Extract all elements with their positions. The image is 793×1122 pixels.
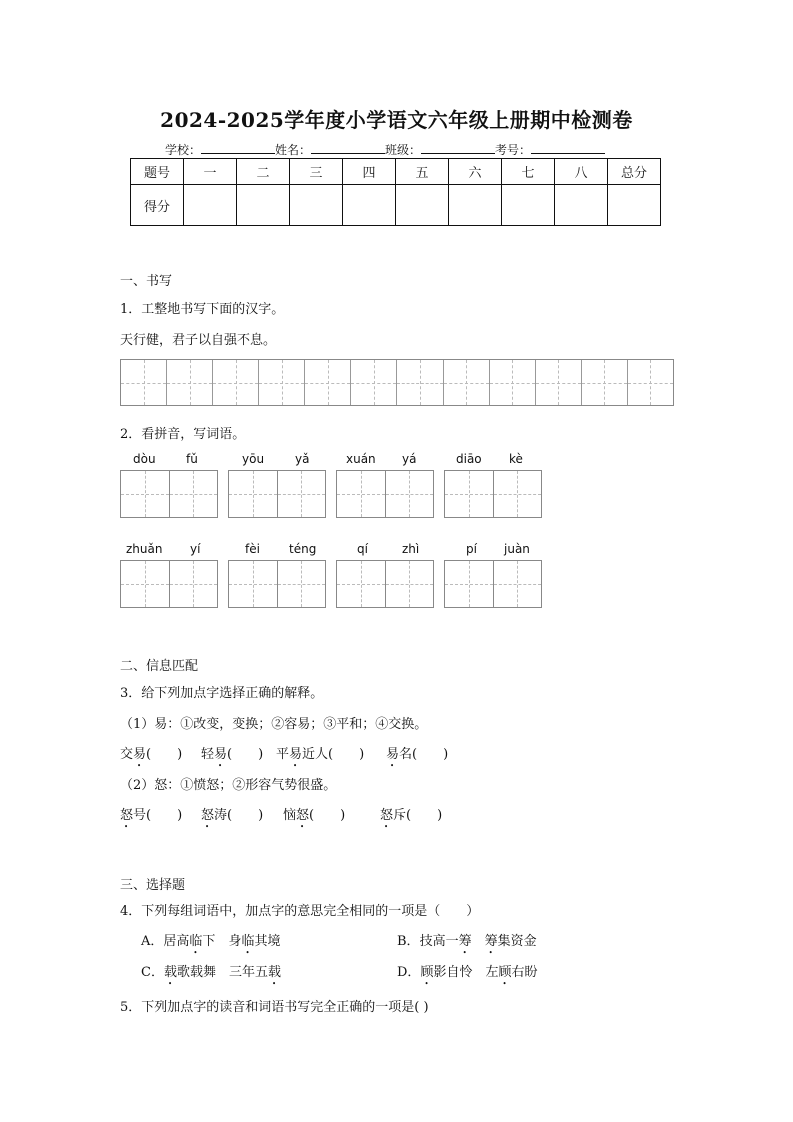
- question-1: 1．工整地书写下面的汉字。: [120, 302, 285, 317]
- score-header-cell: 五: [396, 159, 449, 185]
- school-blank[interactable]: [201, 142, 275, 154]
- writing-cell[interactable]: [582, 360, 628, 405]
- word-box[interactable]: [120, 470, 218, 518]
- word-box[interactable]: [336, 470, 434, 518]
- writing-cell[interactable]: [444, 360, 490, 405]
- score-table-score-row: [131, 185, 661, 226]
- question-1-text: 天行健，君子以自强不息。: [120, 333, 277, 348]
- word-box[interactable]: [444, 470, 542, 518]
- writing-cell[interactable]: [213, 360, 259, 405]
- pinyin-label: yǎ: [295, 452, 310, 466]
- dotted-char: 易: [214, 747, 228, 762]
- option-a[interactable]: A．居高临下 身临其境: [141, 934, 281, 949]
- writing-cell[interactable]: [121, 360, 167, 405]
- score-header-cell: 题号: [131, 159, 184, 185]
- word-box[interactable]: [228, 470, 326, 518]
- score-cell[interactable]: [555, 185, 608, 226]
- pinyin-label: juàn: [504, 542, 530, 556]
- score-header-cell: 七: [502, 159, 555, 185]
- question-4: 4．下列每组词语中，加点字的意思完全相同的一项是（ ）: [120, 904, 480, 919]
- word-box[interactable]: [120, 560, 218, 608]
- score-header-cell: 六: [449, 159, 502, 185]
- score-cell[interactable]: [396, 185, 449, 226]
- pinyin-label: dòu: [133, 452, 156, 466]
- writing-cell[interactable]: [351, 360, 397, 405]
- page-title: 2024-2025学年度小学语文六年级上册期中检测卷: [160, 108, 633, 132]
- dotted-char: 怒: [380, 808, 394, 823]
- match-item[interactable]: 轻易( ): [201, 747, 264, 762]
- school-label: 学校：: [165, 143, 202, 157]
- score-header-cell: 总分: [608, 159, 661, 185]
- score-table-header-row: [131, 159, 661, 185]
- pinyin-label: qí: [357, 542, 368, 556]
- pinyin-label: kè: [509, 452, 523, 466]
- score-header-cell: 四: [343, 159, 396, 185]
- pinyin-label: diāo: [456, 452, 482, 466]
- pinyin-label: fǔ: [186, 452, 198, 466]
- pinyin-label: pí: [466, 542, 477, 556]
- writing-cell[interactable]: [397, 360, 443, 405]
- section-heading-matching: 二、信息匹配: [120, 659, 199, 674]
- pinyin-label: yí: [190, 542, 201, 556]
- option-c[interactable]: C．载歌载舞 三年五载: [141, 965, 282, 980]
- match-item[interactable]: 怒号( ): [120, 808, 183, 823]
- dotted-char: 易: [386, 747, 400, 762]
- score-cell[interactable]: [449, 185, 502, 226]
- pinyin-label: fèi: [245, 542, 260, 556]
- score-header-cell: 一: [184, 159, 237, 185]
- score-cell[interactable]: [184, 185, 237, 226]
- pinyin-label: téng: [289, 542, 317, 556]
- exam-number-blank[interactable]: [531, 142, 605, 154]
- word-box[interactable]: [444, 560, 542, 608]
- writing-cell[interactable]: [490, 360, 536, 405]
- dotted-char: 怒: [296, 808, 310, 823]
- option-d[interactable]: D．顾影自怜 左顾右盼: [397, 965, 538, 980]
- dotted-char: 怒: [120, 808, 134, 823]
- pinyin-label: xuán: [346, 452, 376, 466]
- score-cell[interactable]: [290, 185, 343, 226]
- pinyin-label: yá: [402, 452, 417, 466]
- score-cell[interactable]: [608, 185, 661, 226]
- score-header-cell: 八: [555, 159, 608, 185]
- name-label: 姓名：: [275, 143, 312, 157]
- section-heading-choice: 三、选择题: [120, 878, 186, 893]
- student-info-line: [165, 141, 605, 158]
- score-header-cell: 二: [237, 159, 290, 185]
- writing-cell[interactable]: [167, 360, 213, 405]
- question-3: 3．给下列加点字选择正确的解释。: [120, 686, 324, 701]
- question-2: 2．看拼音，写词语。: [120, 427, 246, 442]
- dotted-char: 易: [133, 747, 147, 762]
- pinyin-label: zhì: [402, 542, 420, 556]
- match-item[interactable]: 怒斥( ): [380, 808, 443, 823]
- match-item[interactable]: 恼怒( ): [283, 808, 346, 823]
- match-item[interactable]: 易名( ): [386, 747, 449, 762]
- class-label: 班级：: [385, 143, 422, 157]
- writing-grid[interactable]: [120, 359, 674, 406]
- class-blank[interactable]: [421, 142, 495, 154]
- match-item[interactable]: 怒涛( ): [201, 808, 264, 823]
- writing-cell[interactable]: [536, 360, 582, 405]
- dotted-char: 易: [289, 747, 303, 762]
- word-box[interactable]: [228, 560, 326, 608]
- option-b[interactable]: B．技高一筹 筹集资金: [397, 934, 537, 949]
- pinyin-label: yōu: [242, 452, 265, 466]
- section-heading-writing: 一、书写: [120, 274, 173, 289]
- exam-number-label: 考号：: [495, 143, 532, 157]
- score-header-cell: 三: [290, 159, 343, 185]
- question-3-part-2: （2）怒：①愤怒；②形容气势很盛。: [120, 778, 337, 793]
- score-row-label: 得分: [131, 185, 184, 226]
- score-table: [130, 158, 661, 226]
- writing-cell[interactable]: [628, 360, 673, 405]
- pinyin-label: zhuǎn: [126, 542, 163, 556]
- writing-cell[interactable]: [259, 360, 305, 405]
- name-blank[interactable]: [311, 142, 385, 154]
- word-box[interactable]: [336, 560, 434, 608]
- score-cell[interactable]: [237, 185, 290, 226]
- question-5: 5．下列加点字的读音和词语书写完全正确的一项是( ): [120, 1000, 429, 1015]
- score-cell[interactable]: [502, 185, 555, 226]
- match-item[interactable]: 平易近人( ): [276, 747, 365, 762]
- dotted-char: 怒: [201, 808, 215, 823]
- score-cell[interactable]: [343, 185, 396, 226]
- match-item[interactable]: 交易( ): [120, 747, 183, 762]
- writing-cell[interactable]: [305, 360, 351, 405]
- question-3-part-1: （1）易：①改变，变换；②容易；③平和；④交换。: [120, 717, 428, 732]
